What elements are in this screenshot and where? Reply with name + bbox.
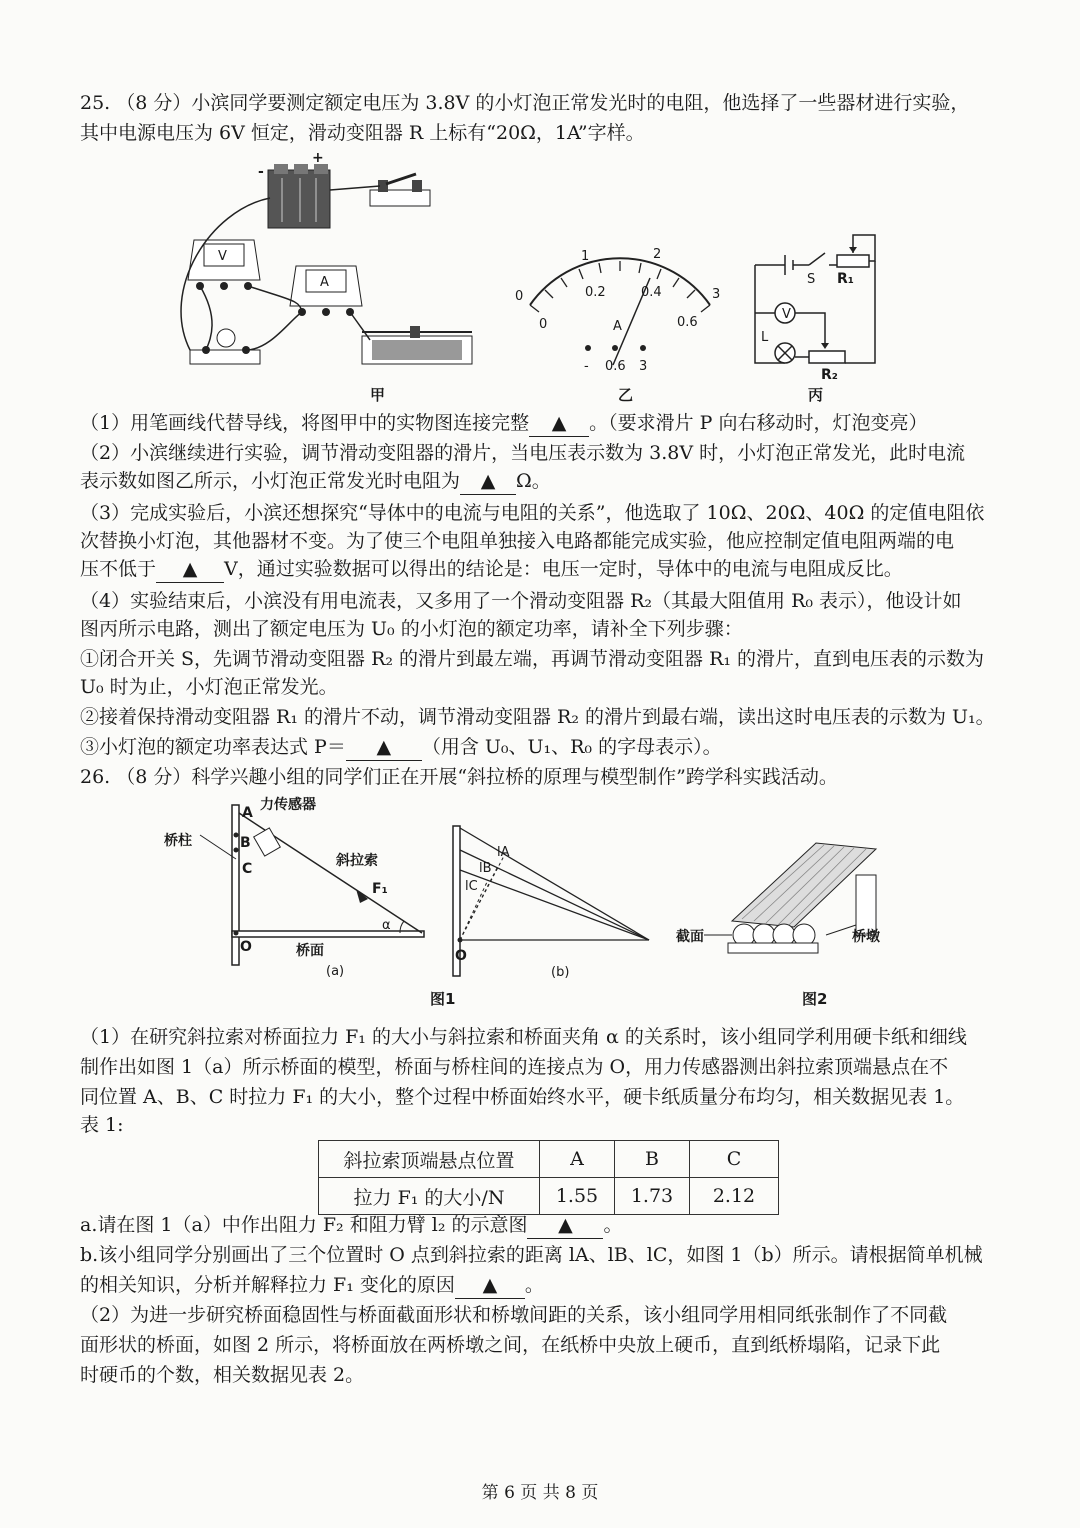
figure-yi-ammeter-dial <box>505 240 735 390</box>
fig1b-lb-label: lB <box>479 861 492 876</box>
force-f1-label: F₁ <box>372 881 388 897</box>
rheostat-icon <box>362 326 472 364</box>
figure-1b-distances <box>445 820 665 980</box>
figure-1a-bridge-model <box>160 795 440 985</box>
q25-step2: ②接着保持滑动变阻器 R₁ 的滑片不动，调节滑动变阻器 R₂ 的滑片到最右端，读出这时电压表的示数为 U₁。 <box>80 706 995 728</box>
table-cell: 1.55 <box>540 1178 615 1215</box>
table-1 <box>318 1140 779 1215</box>
point-a-label: A <box>242 805 253 821</box>
sensor-label: 力传感器 <box>260 797 316 813</box>
dial-unit-label: A <box>613 319 622 334</box>
table-cell: B <box>615 1141 690 1178</box>
figure-bing-circuit <box>745 225 895 385</box>
table-row <box>319 1178 779 1215</box>
figure-jia-caption: 甲 <box>370 386 386 404</box>
battery-icon <box>268 164 330 228</box>
voltmeter-icon <box>188 240 260 290</box>
point-o-label: O <box>240 939 252 955</box>
q25-step1-line2: U₀ 时为止，小灯泡正常发光。 <box>80 676 338 698</box>
section-label: 截面 <box>676 929 704 945</box>
cable-label: 斜拉索 <box>336 853 378 869</box>
q25-part4-line1: （4）实验结束后，小滨没有用电流表，又多用了一个滑动变阻器 R₂（其最大阻值用 R₀ 表示），他设计如 <box>80 590 962 612</box>
q25-part2-line2: 表示数如图乙所示，小灯泡正常发光时电阻为 ▲ Ω。 <box>80 468 551 495</box>
q25-part3-line1: （3）完成实验后，小滨还想探究“导体中的电流与电阻的关系”，他选取了 10Ω、20Ω、40Ω 的定值电阻依 <box>80 502 985 524</box>
terminal-3: 3 <box>639 359 648 374</box>
figure-2-caption: 图2 <box>802 990 828 1008</box>
bing-switch-label: S <box>807 272 816 287</box>
q26-part2-line1: （2）为进一步研究桥面稳固性与桥面截面形状和桥墩间距的关系，该小组同学用相同纸张制作了不同截 <box>80 1304 948 1326</box>
fig1b-lc-label: lC <box>465 879 478 894</box>
lamp-icon <box>190 329 260 364</box>
q26-part2-line3: 时硬币的个数，相关数据见表 2。 <box>80 1364 365 1386</box>
q25-part4-line2: 图丙所示电路，测出了额定电压为 U₀ 的小灯泡的额定功率，请补全下列步骤： <box>80 618 743 640</box>
q25-step1-line1: ①闭合开关 S，先调节滑动变阻器 R₂ 的滑片到最左端，再调节滑动变阻器 R₁ 的滑片，直到电压表的示数为 <box>80 648 985 670</box>
q26-part1-line2: 制作出如图 1（a）所示桥面的模型，桥面与桥柱间的连接点为 O，用力传感器测出斜拉索顶端悬点在不 <box>80 1056 949 1078</box>
answer-blank-25-2[interactable]: ▲ <box>460 468 516 495</box>
q26-question-a: a.请在图 1（a）中作出阻力 F₂ 和阻力臂 l₂ 的示意图 ▲ 。 <box>80 1212 623 1239</box>
q25-intro-line2: 其中电源电压为 6V 恒定，滑动变阻器 R 上标有“20Ω，1A”字样。 <box>80 122 645 144</box>
figure-1b-caption: (b) <box>551 965 570 980</box>
battery-plus-label: + <box>312 150 324 166</box>
bing-voltmeter-label: V <box>782 307 791 322</box>
answer-blank-25-1[interactable]: ▲ <box>529 410 589 437</box>
bing-r1-label: R₁ <box>837 271 854 287</box>
q26-intro: 26. （8 分）科学兴趣小组的同学们正在开展“斜拉桥的原理与模型制作”跨学科实践活动。 <box>80 766 838 788</box>
q25-part3-line3: 压不低于 ▲ V，通过实验数据可以得出的结论是：电压一定时，导体中的电流与电阻成反比。 <box>80 556 903 583</box>
q25-part3-line2: 次替换小灯泡，其他器材不变。为了使三个电阻单独接入电路都能完成实验，他应控制定值电阻两端的电 <box>80 530 955 552</box>
terminal-06: 0.6 <box>605 359 626 374</box>
point-b-label: B <box>240 835 251 851</box>
dial-label-bottom-06: 0.6 <box>677 315 698 330</box>
bing-lamp-label: L <box>761 330 769 345</box>
dial-ticks <box>530 261 710 312</box>
table-1-title: 表 1: <box>80 1114 124 1136</box>
q26-question-b-line2: 的相关知识，分析并解释拉力 F₁ 变化的原因 ▲ 。 <box>80 1272 544 1299</box>
figure-bing-caption: 丙 <box>808 386 824 404</box>
figure-2-paper-bridge <box>676 835 906 975</box>
answer-blank-25-3[interactable]: ▲ <box>156 556 224 583</box>
dial-label-bottom-04: 0.4 <box>641 285 662 300</box>
table-cell: A <box>540 1141 615 1178</box>
angle-alpha-label: α <box>382 918 391 933</box>
dial-label-bottom-0: 0 <box>539 317 548 332</box>
pillar-label: 桥柱 <box>164 833 192 849</box>
q25-step3: ③小灯泡的额定功率表达式 P＝ ▲ （用含 U₀、U₁、R₀ 的字母表示）。 <box>80 734 722 761</box>
q25-part1: （1）用笔画线代替导线，将图甲中的实物图连接完整 ▲ 。（要求滑片 P 向右移动时，灯泡变亮） <box>80 410 927 437</box>
table-row <box>319 1141 779 1178</box>
dial-label-top-3: 3 <box>712 287 721 302</box>
table-cell: 2.12 <box>690 1178 779 1215</box>
dial-label-bottom-02: 0.2 <box>585 285 606 300</box>
terminal-minus: - <box>584 359 589 374</box>
point-c-label: C <box>242 861 253 877</box>
table-cell: C <box>690 1141 779 1178</box>
q25-intro-line1: 25. （8 分）小滨同学要测定额定电压为 3.8V 的小灯泡正常发光时的电阻，他选择了一些器材进行实验， <box>80 92 970 114</box>
table-header-cell: 斜拉索顶端悬点位置 <box>319 1141 540 1178</box>
figure-1a-caption: (a) <box>326 964 345 979</box>
battery-minus-label: - <box>258 164 264 180</box>
q26-part1-line3: 同位置 A、B、C 时拉力 F₁ 的大小，整个过程中桥面始终水平，硬卡纸质量分布均匀，相关数据见表 1。 <box>80 1086 965 1108</box>
dial-label-top-2: 2 <box>653 247 662 262</box>
svg-text:A: A <box>320 275 329 290</box>
answer-blank-26-b[interactable]: ▲ <box>455 1272 525 1299</box>
figure-1-caption: 图1 <box>430 990 456 1008</box>
table-cell: 1.73 <box>615 1178 690 1215</box>
q26-part2-line2: 面形状的桥面，如图 2 所示，将桥面放在两桥墩之间，在纸桥中央放上硬币，直到纸桥塌陷，记录下此 <box>80 1334 941 1356</box>
answer-blank-25-4[interactable]: ▲ <box>346 734 422 761</box>
q25-part2-line1: （2）小滨继续进行实验，调节滑动变阻器的滑片，当电压表示数为 3.8V 时，小灯泡正常发光，此时电流 <box>80 442 966 464</box>
q26-part1-line1: （1）在研究斜拉索对桥面拉力 F₁ 的大小与斜拉索和桥面夹角 α 的关系时，该小组同学利用硬卡纸和细线 <box>80 1026 967 1048</box>
page-footer: 第 6 页 共 8 页 <box>481 1483 599 1503</box>
answer-blank-26-a[interactable]: ▲ <box>527 1212 603 1239</box>
svg-text:V: V <box>218 249 227 264</box>
deck-label: 桥面 <box>296 943 324 959</box>
pier-label: 桥墩 <box>852 929 880 945</box>
figure-yi-caption: 乙 <box>618 386 634 404</box>
fig1b-la-label: lA <box>497 845 510 860</box>
dial-label-top-0: 0 <box>515 289 524 304</box>
q26-question-b-line1: b.该小组同学分别画出了三个位置时 O 点到斜拉索的距离 lA、lB、lC，如图 1（b）所示。请根据简单机械 <box>80 1244 983 1266</box>
table-header-cell: 拉力 F₁ 的大小/N <box>319 1178 540 1215</box>
bing-r2-label: R₂ <box>821 367 838 383</box>
fig1b-point-o: O <box>455 948 467 964</box>
switch-icon <box>370 174 430 206</box>
figure-jia-apparatus <box>150 150 500 410</box>
dial-label-top-1: 1 <box>581 249 590 264</box>
